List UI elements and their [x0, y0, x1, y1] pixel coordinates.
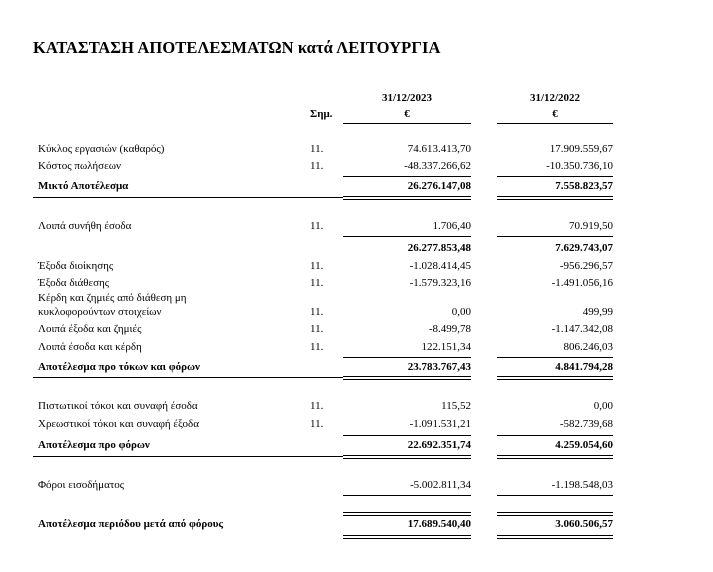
row-note: 11.: [310, 306, 324, 318]
row-label: Κόστος πωλήσεων: [38, 160, 121, 172]
total-double-line-2022: [497, 535, 613, 539]
row-value-2022: -582.739,68: [559, 418, 613, 430]
row-value-2022: -1.198.548,03: [551, 479, 613, 491]
total-double-line-2023: [343, 376, 471, 380]
row-value-2023: 22.692.351,74: [407, 439, 471, 451]
total-double-line-2023: [343, 196, 471, 200]
row-note: 11.: [310, 143, 324, 155]
row-label: Πιστωτικοί τόκοι και συναφή έσοδα: [38, 400, 198, 412]
row-note: 11.: [310, 220, 324, 232]
total-double-line-2022: [497, 376, 613, 380]
header-year-2022: 31/12/2022: [529, 92, 581, 104]
row-note: 11.: [310, 160, 324, 172]
row-note: 11.: [310, 260, 324, 272]
row-value-2023: -1.028.414,45: [409, 260, 471, 272]
row-value-2022: 0,00: [593, 400, 613, 412]
row-value-2023: 26.277.853,48: [407, 242, 471, 254]
row-value-2022: 4.259.054,60: [555, 439, 613, 451]
row-value-2023: 115,52: [441, 400, 471, 412]
row-value-2022: -1.147.342,08: [551, 323, 613, 335]
row-value-2023: 17.689.540,40: [407, 518, 471, 530]
sum-line-2023: [343, 495, 471, 496]
row-value-2022: 4.841.794,28: [555, 361, 613, 373]
row-value-2023: 1.706,40: [432, 220, 471, 232]
total-double-line-2023: [343, 535, 471, 539]
row-value-2022: 3.060.506,57: [555, 518, 613, 530]
total-double-line-2022: [497, 512, 613, 516]
row-label: Αποτέλεσμα προ φόρων: [38, 439, 150, 451]
row-value-2023: 122.151,34: [421, 341, 471, 353]
row-value-2023: 74.613.413,70: [407, 143, 471, 155]
row-label: Κύκλος εργασιών (καθαρός): [38, 143, 165, 155]
statement-title: ΚΑΤΑΣΤΑΣΗ ΑΠΟΤΕΛΕΣΜΑΤΩΝ κατά ΛΕΙΤΟΥΡΓΙΑ: [33, 38, 441, 57]
row-note: 11.: [310, 277, 324, 289]
row-label: Έξοδα διάθεσης: [38, 277, 110, 289]
sum-line-2022: [497, 435, 613, 436]
row-label: Φόροι εισοδήματος: [38, 479, 125, 491]
row-label: Αποτέλεσμα προ τόκων και φόρων: [38, 361, 200, 373]
row-value-2023: -5.002.811,34: [409, 479, 471, 491]
row-value-2023: 23.783.767,43: [407, 361, 471, 373]
row-label: Λοιπά συνήθη έσοδα: [38, 220, 132, 232]
row-label: Αποτέλεσμα περιόδου μετά από φόρους: [38, 518, 224, 530]
row-label: Έξοδα διοίκησης: [38, 260, 114, 272]
row-label: Λοιπά έσοδα και κέρδη: [38, 341, 142, 353]
sum-line-2023: [343, 435, 471, 436]
sum-line-2023: [343, 176, 471, 177]
row-value-2022: -10.350.736,10: [546, 160, 613, 172]
header-note: Σημ.: [310, 108, 333, 120]
row-note: 11.: [310, 418, 324, 430]
row-label: Μικτό Αποτέλεσμα: [38, 180, 129, 192]
row-label: Λοιπά έξοδα και ζημιές: [38, 323, 142, 335]
sum-line-2022: [497, 236, 613, 237]
row-value-2023: 0,00: [451, 306, 471, 318]
sum-line-2022: [497, 357, 613, 358]
row-note: 11.: [310, 400, 324, 412]
row-note: 11.: [310, 323, 324, 335]
sum-line-2023: [343, 357, 471, 358]
total-double-line-2023: [343, 512, 471, 516]
row-value-2022: 7.629.743,07: [555, 242, 613, 254]
header-currency-2022: €: [552, 108, 558, 120]
header-underline-2022: [497, 123, 613, 124]
row-value-2023: -1.091.531,21: [409, 418, 471, 430]
row-value-2023: -1.579.323,16: [409, 277, 471, 289]
row-separator: [33, 456, 343, 457]
sum-line-2023: [343, 236, 471, 237]
row-value-2022: 7.558.823,57: [555, 180, 613, 192]
row-value-2022: 499,99: [582, 306, 613, 318]
header-currency-2023: €: [404, 108, 410, 120]
total-double-line-2022: [497, 196, 613, 200]
header-year-2023: 31/12/2023: [381, 92, 433, 104]
row-value-2022: 806.246,03: [563, 341, 613, 353]
row-separator: [33, 197, 343, 198]
row-value-2022: 70.919,50: [569, 220, 613, 232]
row-value-2023: -48.337.266,62: [404, 160, 471, 172]
sum-line-2022: [497, 176, 613, 177]
row-value-2022: 17.909.559,67: [549, 143, 613, 155]
row-note: 11.: [310, 341, 324, 353]
row-separator: [33, 377, 343, 378]
row-label: Χρεωστικοί τόκοι και συναφή έξοδα: [38, 418, 199, 430]
total-double-line-2023: [343, 455, 471, 459]
row-value-2022: -956.296,57: [559, 260, 613, 272]
sum-line-2022: [497, 495, 613, 496]
header-underline-2023: [343, 123, 471, 124]
row-value-2022: -1.491.056,16: [551, 277, 613, 289]
row-label: κυκλοφορούντων στοιχείων: [38, 306, 162, 318]
row-value-2023: -8.499,78: [428, 323, 471, 335]
row-label: Κέρδη και ζημιές από διάθεση μη: [38, 292, 187, 304]
row-value-2023: 26.276.147,08: [407, 180, 471, 192]
total-double-line-2022: [497, 455, 613, 459]
